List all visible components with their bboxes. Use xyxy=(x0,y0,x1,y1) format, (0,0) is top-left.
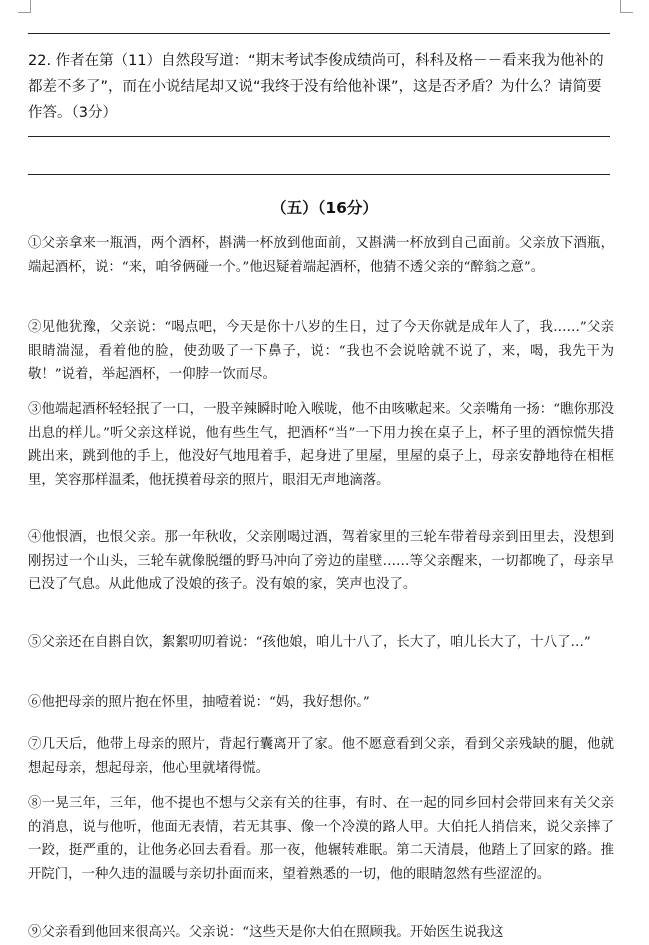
paragraph-5: ⑤父亲还在自斟自饮，絮絮叨叨着说：“孩他娘，咱儿十八了，长大了，咱儿长大了，十八了…” xyxy=(28,635,591,650)
answer-line xyxy=(28,136,610,137)
paragraph-4: ④他恨酒，也恨父亲。那一年秋收，父亲刚喝过酒，驾着家里的三轮车带着母亲到田里去，没想到刚拐过一个山头，三轮车就像脱缰的野马冲向了旁边的崖壁……等父亲醒来，一切都晚了，母亲早已没了气息。从此他成了没娘的孩子。没有娘的家，笑声也没了。 xyxy=(28,530,614,592)
page-corner-mark-right xyxy=(620,0,633,13)
page-corner-mark-left xyxy=(18,0,31,13)
section-title: （五）（16分） xyxy=(271,199,378,217)
paragraph-1: ①父亲拿来一瓶酒，两个酒杯，斟满一杯放到他面前，又斟满一杯放到自己面前。父亲放下酒瓶，端起酒杯，说：“来，咱爷俩碰一个。”他迟疑着端起酒杯，他猜不透父亲的“醉翁之意”。 xyxy=(28,236,614,275)
paragraph-6: ⑥他把母亲的照片抱在怀里，抽噎着说：“妈，我好想你。” xyxy=(28,695,370,710)
paragraph-3: ③他端起酒杯轻轻抿了一口，一股辛辣瞬时呛入喉咙，他不由咳嗽起来。父亲嘴角一扬：“瞧你那没出息的样儿。”听父亲这样说，他有些生气，把酒杯“当”一下用力挨在桌子上，杯子里的酒惊慌失措跳出来，跳到他的手上，他没好气地甩着手，起身进了里屋，里屋的桌子上，母亲安静地待在相框里，笑容那样温柔，他抚摸着母亲的照片，眼泪无声地滴落。 xyxy=(28,402,614,488)
question-22: 22. 作者在第（11）自然段写道：“期末考试李俊成绩尚可，科科及格－－看来我为他补的都差不多了”，而在小说结尾却又说“我终于没有给他补课”，这是否矛盾？为什么？请简要作答。（3分） xyxy=(28,53,604,121)
paragraph-2: ②见他犹豫，父亲说：“喝点吧，今天是你十八岁的生日，过了今天你就是成年人了，我……”父亲眼睛湍湿，看着他的脸，使劲吸了一下鼻子，说：“我也不会说啥就不说了，来，喝，我先干为敬！”说着，举起酒杯，一仰脖一饮而尽。 xyxy=(28,320,614,382)
paragraph-8: ⑧一晃三年，三年，他不提也不想与父亲有关的往事，有时、在一起的同乡回村会带回来有关父亲的消息，说与他听，他面无表情，若无其事、像一个冷漠的路人甲。大伯托人捎信来，说父亲摔了一跤，挺严重的，让他务必回去看看。那一夜，他辗转难眠。第二天清晨，他踏上了回家的路。推开院门，一种久违的温暖与亲切扑面而来，望着熟悉的一切，他的眼睛忽然有些涩涩的。 xyxy=(28,796,614,882)
paragraph-7: ⑦几天后，他带上母亲的照片，背起行囊离开了家。他不愿意看到父亲，看到父亲残缺的腿，他就想起母亲，想起母亲，他心里就堵得慌。 xyxy=(28,737,614,776)
answer-line xyxy=(28,174,610,175)
answer-line xyxy=(28,33,610,34)
paragraph-9: ⑨父亲看到他回来很高兴。父亲说：“这些天是你大伯在照顾我。开始医生说我这 xyxy=(28,925,504,940)
